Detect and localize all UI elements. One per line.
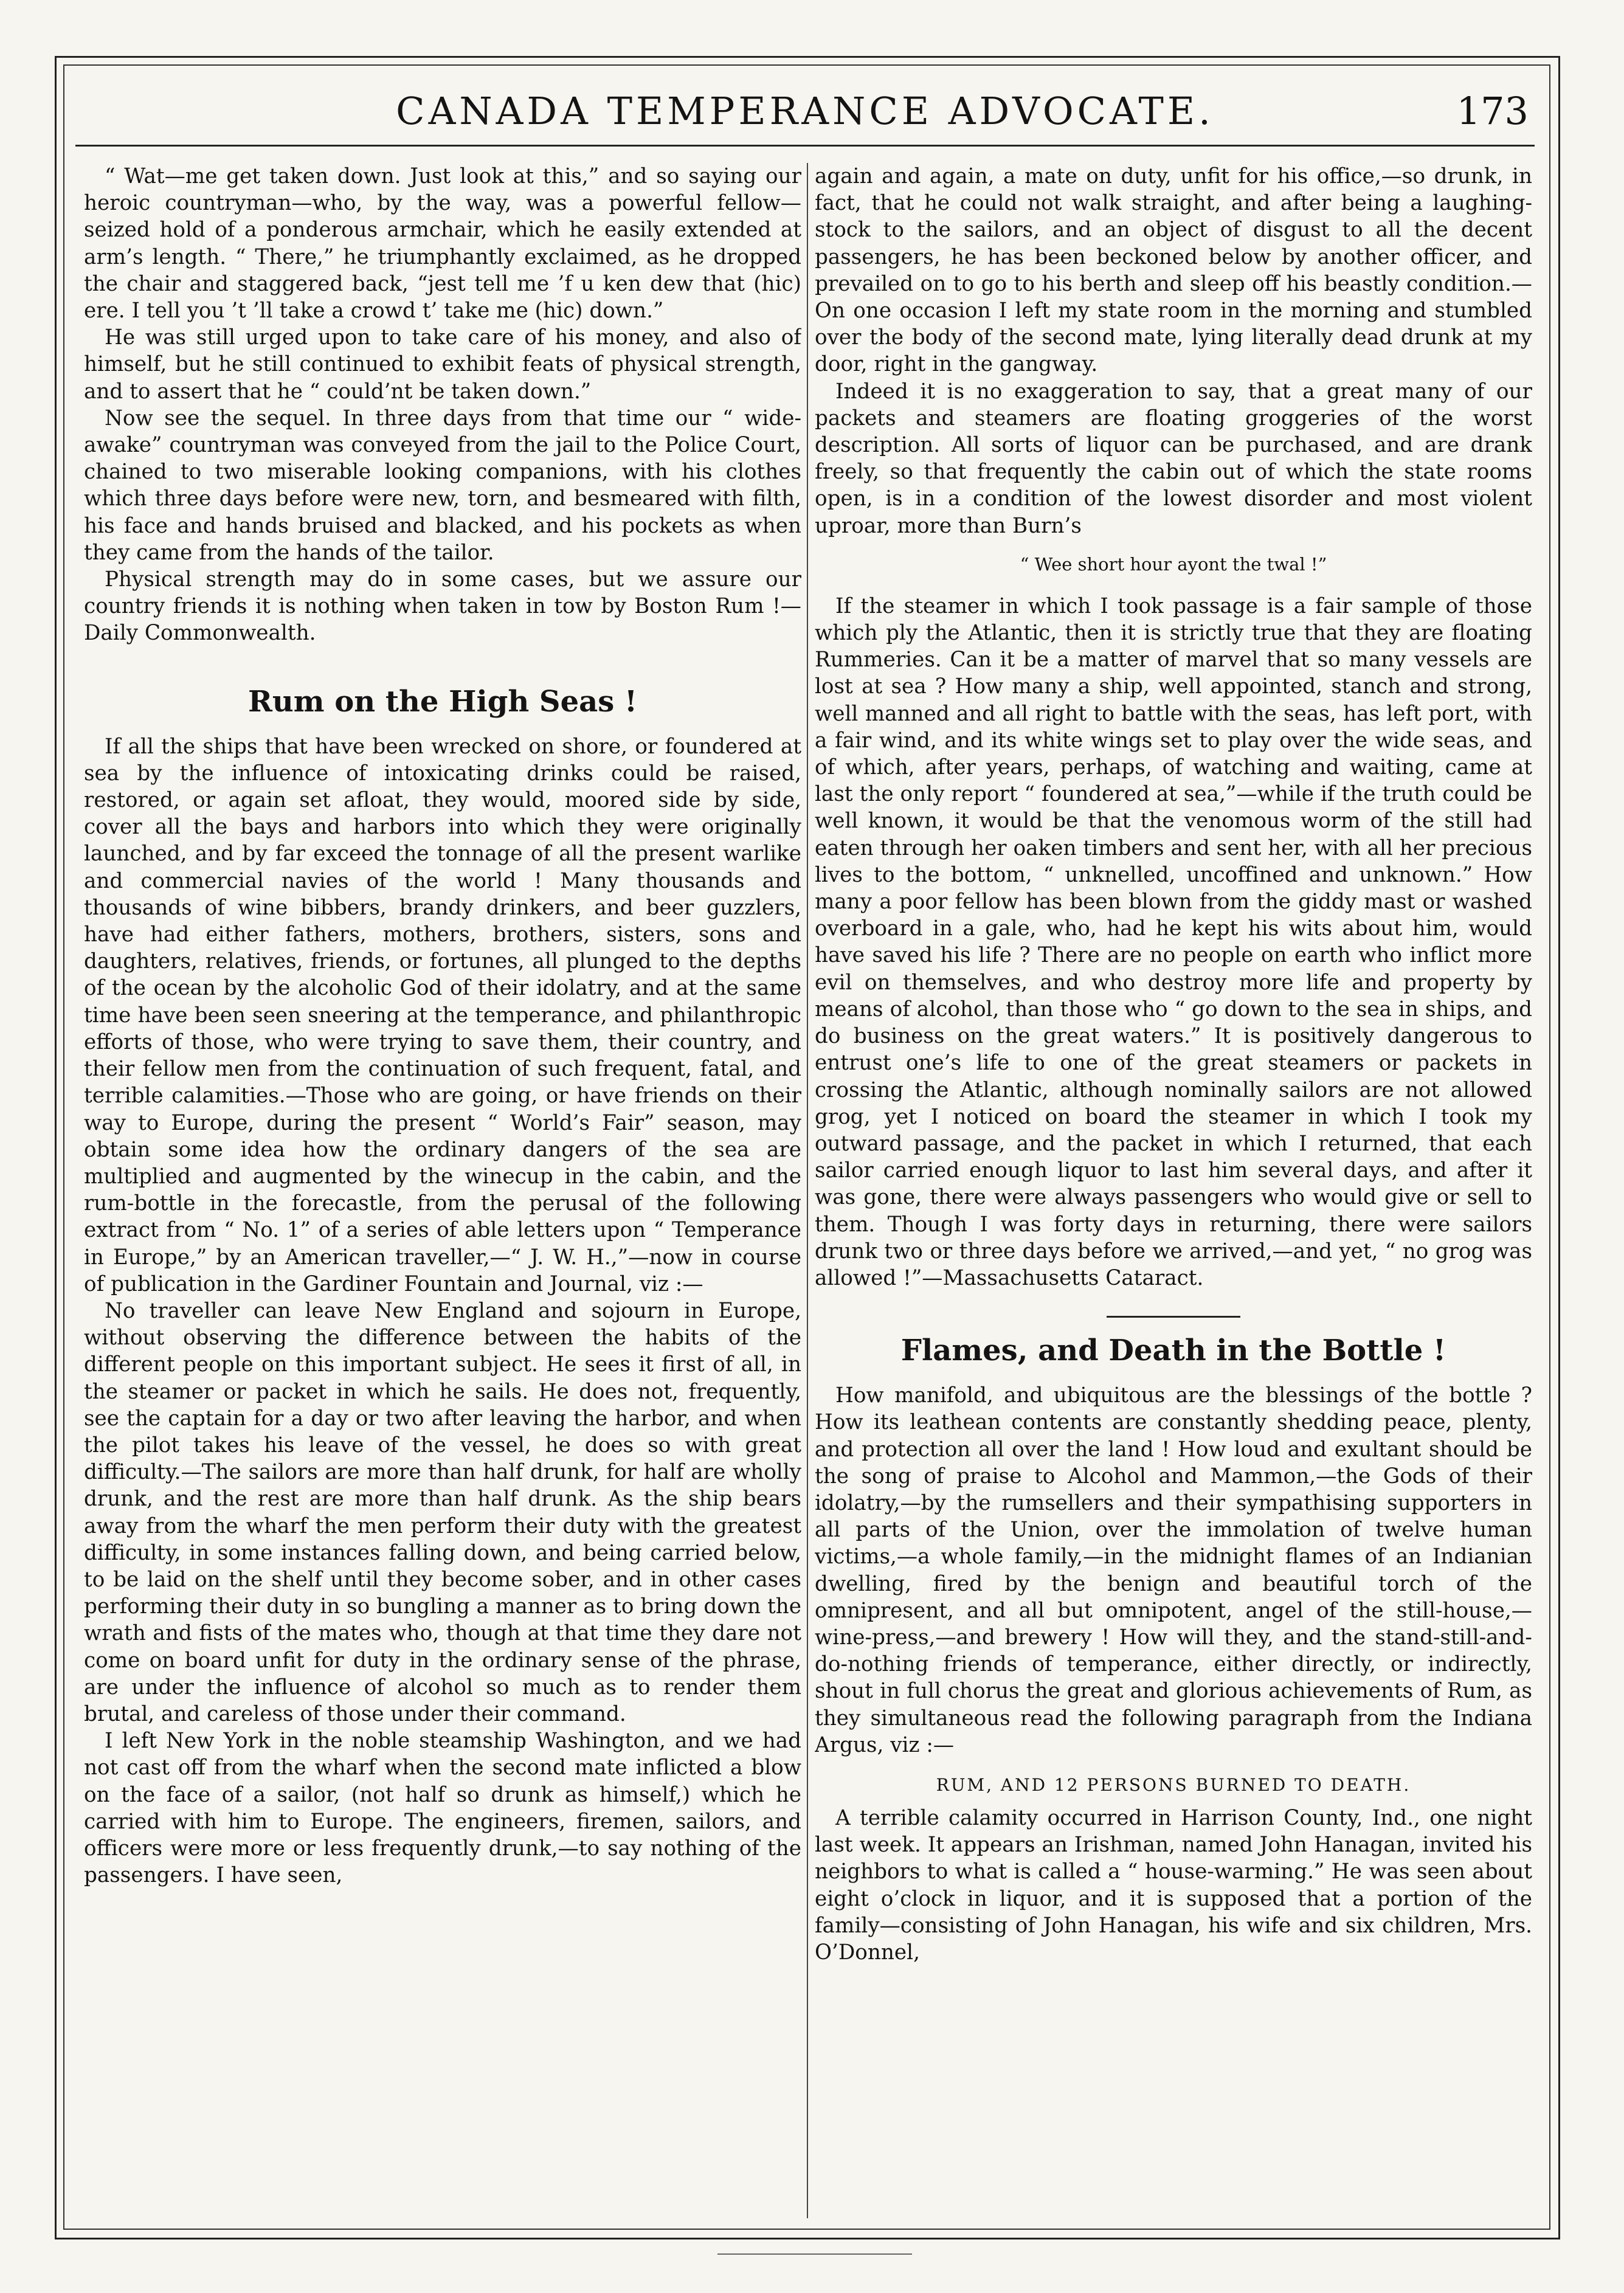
- left-column: [84, 163, 801, 2212]
- section-divider: [1107, 1316, 1240, 1318]
- article-heading: Flames, and Death in the Bottle !: [900, 1333, 1446, 1368]
- article-paragraph: He was still urged upon to take care of his money, and also of himself, but he still continued to exhibit feats of physical strength, and to assert that he “ could’nt be taken down.”: [84, 325, 801, 404]
- article-paragraph: Indeed it is no exaggeration to say, that a great many of our packets and steamers are floating groggeries of the worst description. All sorts of liquor can be purchased, and are drank freely, so that frequently the cabin out of which the state rooms open, is in a condition of the lowest disorder and most violent uproar, more than Burn’s: [815, 379, 1532, 538]
- article-subheading: RUM, AND 12 PERSONS BURNED TO DEATH.: [936, 1774, 1411, 1795]
- page-header: [75, 78, 1535, 147]
- article-paragraph: Physical strength may do in some cases, but we assure our country friends it is nothing when taken in tow by Boston Rum !—Daily Commonwealth.: [84, 567, 801, 646]
- column-divider: [807, 163, 808, 2218]
- article-paragraph: If all the ships that have been wrecked on shore, or foundered at sea by the influence of intoxicating drinks could be raised, restored, or again set afloat, they would, moored side by side, cover all the bays and harbors into which they were originally launched, and by far exceed the tonnage of all the present warlike and commercial navies of the world ! Many thousands and thousands of wine bibbers, brandy drinkers, and beer guzzlers, have had either fathers, mothers, brothers, sisters, sons and daughters, relatives, friends, or fortunes, all plunged to the depths of the ocean by the alcoholic God of their idolatry, and at the same time have been seen sneering at the temperance, and philanthropic efforts of those, who were trying to save them, their country, and their fellow men from the continuation of such frequent, fatal, and terrible calamities.—Those who are going, or have friends on their way to Europe, during the present “ World’s Fair” season, may obtain some idea how the ordinary dangers of the sea are multiplied and augmented by the winecup in the cabin, and the rum-bottle in the forecastle, from the perusal of the following extract from “ No. 1” of a series of able letters upon “ Temperance in Europe,” by an American traveller,—“ J. W. H.,”—now in course of publication in the Gardiner Fountain and Journal, viz :—: [84, 734, 801, 1296]
- article-paragraph: No traveller can leave New England and sojourn in Europe, without observing the difference between the habits of the different people on this important subject. He sees it first of all, in the steamer or packet in which he sails. He does not, frequently, see the captain for a day or two after leaving the harbor, and when the pilot takes his leave of the vessel, he does so with great difficulty.—The sailors are more than half drunk, for half are wholly drunk, and the rest are more than half drunk. As the ship bears away from the wharf the men perform their duty with the greatest difficulty, in some instances falling down, and being carried below, to be laid on the shelf until they become sober, and in other cases performing their duty in so bungling a manner as to bring down the wrath and fists of the mates who, though at that time they dare not come on board unfit for duty in the ordinary sense of the phrase, are under the influence of alcohol so much as to render them brutal, and careless of those under their command.: [84, 1298, 801, 1726]
- article-paragraph: I left New York in the noble steamship Washington, and we had not cast off from the wharf when the second mate inflicted a blow on the face of a sailor, (not half so drunk as himself,) which he carried with him to Europe. The engineers, firemen, sailors, and officers were more or less frequently drunk,—to say nothing of the passengers. I have seen,: [84, 1729, 801, 1888]
- article-paragraph: “ Wat—me get taken down. Just look at this,” and so saying our heroic countryman—who, by the way, was a powerful fellow—seized hold of a ponderous armchair, which he easily extended at arm’s length. “ There,” he triumphantly exclaimed, as he dropped the chair and staggered back, “jest tell me ’f u ken dew that (hic) ere. I tell you ’t ’ll take a crowd t’ take me (hic) down.”: [84, 164, 801, 323]
- article-paragraph: If the steamer in which I took passage is a fair sample of those which ply the Atlantic, then it is strictly true that they are floating Rummeries. Can it be a matter of marvel that so many vessels are lost at sea ? How many a ship, well appointed, stanch and strong, well manned and all right to battle with the seas, has left port, with a fair wind, and its white wings set to play over the wide seas, and of which, after years, perhaps, of watching and waiting, came at last the only report “ foundered at sea,”—while if the truth could be well known, it would be that the venomous worm of the still had eaten through her oaken timbers and sent her, with all her precious lives to the bottom, “ unknelled, uncoffined and unknown.” How many a poor fellow has been blown from the giddy mast or washed overboard in a gale, who, had he kept his wits about him, would have saved his life ? There are no people on earth who inflict more evil on themselves, and who destroy more life and property by means of alcohol, than those who “ go down to the sea in ships, and do business on the great waters.” It is positively dangerous to entrust one’s life to one of the great steamers or packets in crossing the Atlantic, although nominally sailors are not allowed grog, yet I noticed on board the steamer in which I took my outward passage, and the packet in which I returned, that each sailor carried enough liquor to last him several days, and after it was gone, there were always passengers who would give or sell to them. Though I was forty days in returning, there were sailors drunk two or three days before we arrived,—and yet, “ no grog was allowed !”—Massachusetts Cataract.: [815, 593, 1532, 1290]
- right-column: [815, 163, 1532, 2212]
- article-heading: Rum on the High Seas !: [247, 684, 638, 719]
- article-paragraph: A terrible calamity occurred in Harrison County, Ind., one night last week. It appears an Irishman, named John Hanagan, invited his neighbors to what is called a “ house-warming.” He was seen about eight o’clock in liquor, and it is supposed that a portion of the family—consisting of John Hanagan, his wife and six children, Mrs. O’Donnel,: [815, 1805, 1532, 1965]
- article-paragraph: Now see the sequel. In three days from that time our “ wide-awake” countryman was conveyed from the jail to the Police Court, chained to two miserable looking companions, with his clothes which three days before were new, torn, and besmeared with filth, his face and hands bruised and blacked, and his pockets as when they came from the hands of the tailor.: [84, 406, 801, 565]
- article-paragraph: How manifold, and ubiquitous are the blessings of the bottle ? How its leathean contents are constantly shedding peace, plenty, and protection all over the land ! How loud and exultant should be the song of praise to Alcohol and Mammon,—the Gods of their idolatry,—by the rumsellers and their sympathising supporters in all parts of the Union, over the immolation of twelve human victims,—a whole family,—in the midnight flames of an Indianian dwelling, fired by the benign and beautiful torch of the omnipresent, and all but omnipotent, angel of the still-house,—wine-press,—and brewery ! How will they, and the stand-still-and-do-nothing friends of temperance, either directly, or indirectly, shout in full chorus the great and glorious achievements of Rum, as they simultaneous read the following paragraph from the Indiana Argus, viz :—: [815, 1383, 1532, 1757]
- publication-title: CANADA TEMPERANCE ADVOCATE.: [396, 89, 1214, 133]
- footer-rule: [717, 2253, 912, 2255]
- article-paragraph: again and again, a mate on duty, unfit for his office,—so drunk, in fact, that he could not walk straight, and after being a laughing-stock to the sailors, and an object of disgust to all the decent passengers, he has been beckoned below by another officer, and prevailed on to go to his berth and sleep off his beastly condition.—On one occasion I left my state room in the morning and stumbled over the body of the second mate, lying literally dead drunk at my door, right in the gangway.: [815, 164, 1532, 377]
- quoted-line: “ Wee short hour ayont the twal !”: [1020, 553, 1327, 575]
- page-number: 173: [1456, 89, 1529, 133]
